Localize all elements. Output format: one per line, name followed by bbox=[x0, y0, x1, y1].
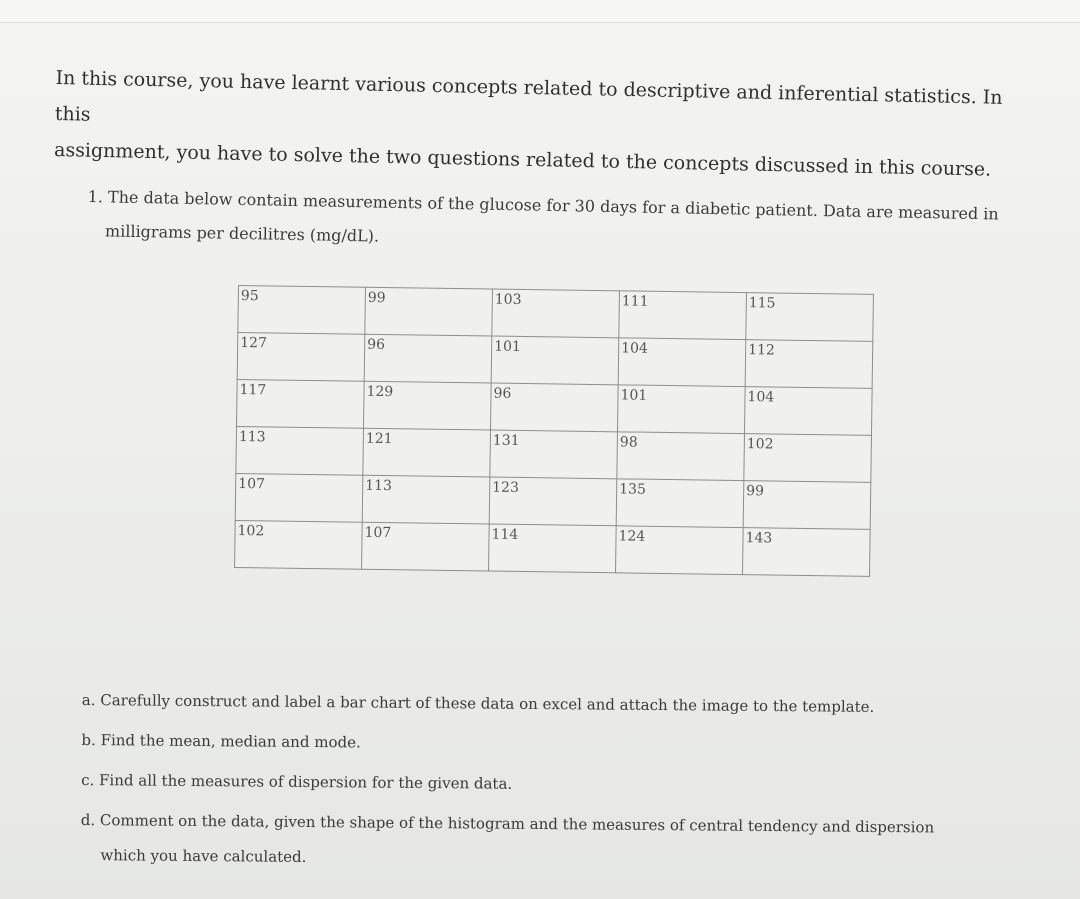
table-cell: 104 bbox=[618, 338, 746, 387]
table-cell: 103 bbox=[492, 289, 620, 338]
table-cell: 95 bbox=[238, 286, 366, 335]
page-top-edge bbox=[0, 0, 1080, 23]
table-cell: 135 bbox=[616, 479, 744, 528]
task-c: c. Find all the measures of dispersion for the given data. bbox=[81, 770, 513, 793]
table-cell: 107 bbox=[235, 473, 363, 522]
task-b: b. Find the mean, median and mode. bbox=[81, 730, 361, 752]
table-cell: 111 bbox=[619, 291, 747, 340]
table-cell: 98 bbox=[617, 432, 745, 481]
table-cell: 101 bbox=[491, 336, 619, 385]
intro-line-2: assignment, you have to solve the two questions related to the concepts discussed in this course. bbox=[53, 138, 992, 181]
table-cell: 127 bbox=[237, 333, 365, 382]
table-cell: 96 bbox=[490, 383, 618, 432]
table-cell: 117 bbox=[237, 379, 365, 428]
table-cell: 107 bbox=[362, 522, 490, 571]
table-cell: 143 bbox=[743, 528, 871, 577]
intro-line-1: In this course, you have learnt various concepts related to descriptive and inferential statistics. In this bbox=[54, 66, 1003, 126]
task-a: a. Carefully construct and label a bar chart of these data on excel and attach the image to the template. bbox=[81, 690, 875, 716]
table-cell: 121 bbox=[363, 428, 491, 477]
table-cell: 131 bbox=[490, 430, 618, 479]
task-d-line-2: which you have calculated. bbox=[100, 846, 307, 866]
question-1 bbox=[87, 180, 1018, 266]
table-cell: 112 bbox=[745, 340, 873, 389]
question-1-line-2: milligrams per decilitres (mg/dL). bbox=[104, 221, 380, 246]
glucose-data-table bbox=[234, 285, 874, 577]
table-cell: 102 bbox=[744, 434, 872, 483]
table-cell: 124 bbox=[616, 526, 744, 575]
table-cell: 115 bbox=[746, 293, 874, 342]
table-cell: 129 bbox=[364, 381, 492, 430]
table-cell: 99 bbox=[365, 287, 493, 336]
table-cell: 96 bbox=[364, 334, 492, 383]
table-cell: 113 bbox=[362, 475, 490, 524]
table-cell: 101 bbox=[617, 385, 745, 434]
table-cell: 113 bbox=[236, 426, 364, 475]
table-row bbox=[235, 520, 871, 576]
table-cell: 102 bbox=[235, 520, 363, 569]
task-list bbox=[80, 680, 982, 878]
table-cell: 114 bbox=[489, 524, 617, 573]
intro-paragraph bbox=[54, 60, 1026, 188]
table-cell: 104 bbox=[744, 387, 872, 436]
table-cell: 99 bbox=[743, 481, 871, 530]
question-1-line-1: 1. The data below contain measurements of the glucose for 30 days for a diabetic patient. Data are measured in bbox=[87, 186, 999, 224]
table-cell: 123 bbox=[489, 477, 617, 526]
glucose-table-wrapper bbox=[234, 285, 874, 577]
task-d-line-1: d. Comment on the data, given the shape of the histogram and the measures of central tendency and dispersion bbox=[80, 810, 935, 837]
